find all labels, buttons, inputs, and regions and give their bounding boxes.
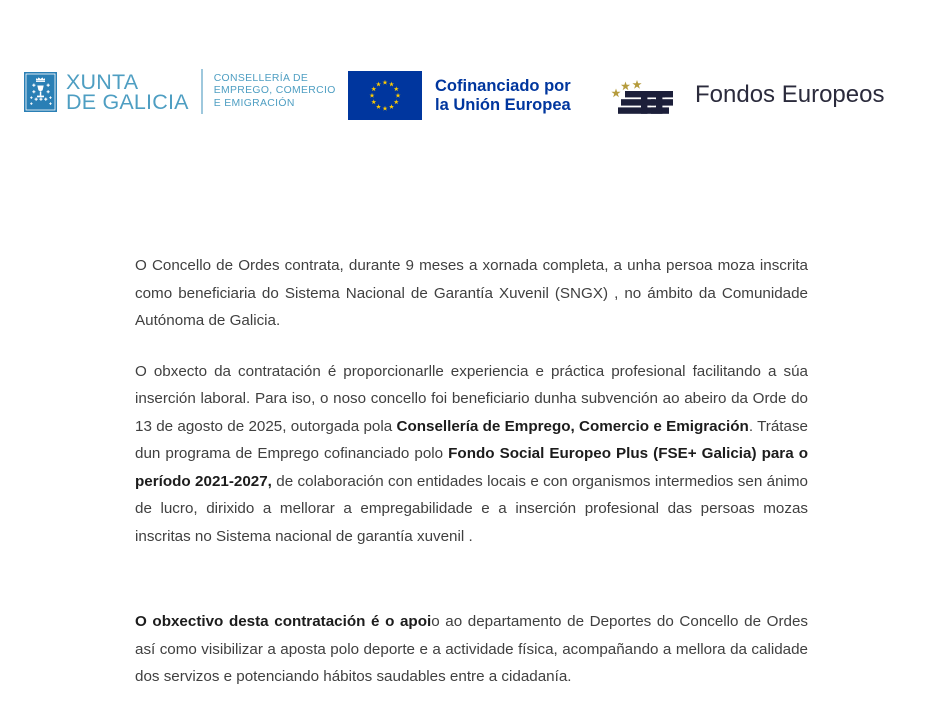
xunta-wordmark-line1: XUNTA [66,69,139,94]
paragraph-3-run-2: o ao departamento de Deportes do Concello de Ordes así como visibilizar a aposta polo deporte e a actividade física, acompañando a mellora da calidade dos servizos e potenciando hábitos saudables entre a cidadanía. [135,613,808,685]
paragraph-3-bold-lead: O obxectivo desta contratación é o apoi [135,613,432,630]
european-union-flag-icon [348,71,422,120]
xunta-wordmark-line2: DE GALICIA [66,89,189,114]
paragraph-2-run-1: O obxecto da contratación é proporcionarlle experiencia e práctica profesional facilitando a súa inserción laboral. Para iso, o noso concello foi beneficiario dunha subvención ao abeiro da Orde do 13 de agosto de 2025, outorgada pola [135,362,808,435]
conselleria-line2: EMPREGO, COMERCIO [213,85,336,97]
paragraph-2 [135,358,808,551]
fondos-europeos-bars-icon [607,67,687,122]
paragraph-3 [135,608,808,691]
xunta-de-galicia-logo [24,69,336,114]
paragraph-2-bold-conselleria: Consellería de Emprego, Comercio e Emigración [396,417,749,435]
eu-text-line2: la Unión Europea [435,95,571,114]
paragraph-2-run-3: . Trátase dun programa de Emprego cofinanciado polo [135,417,808,462]
conselleria-line1: CONSELLERÍA DE [213,72,309,84]
fondos-europeos-text: Fondos Europeos [695,80,885,108]
paragraph-2-bold-fse: Fondo Social Europeo Plus (FSE+ Galicia) para o período 2021-2027, [135,445,808,490]
fondos-europeos-logo [607,67,884,122]
eu-cofinancing-text [435,77,571,115]
document-body [135,252,808,691]
logo-header-strip [0,55,940,125]
xunta-wordmark [66,69,189,114]
paragraph-2-run-5: de colaboración con entidades locais e con organismos intermedios sen ánimo de lucro, dirixido a mellorar a empregabilidade e a inserción profesional das persoas mozas inscritas no Sistema nacional de garantía xuvenil . [135,472,809,545]
eu-text-line1: Cofinanciado por [435,76,571,95]
paragraph-1 [135,252,808,335]
conselleria-subtitle [214,73,336,111]
logo-vertical-divider [201,69,203,114]
conselleria-line3: E EMIGRACIÓN [213,97,295,109]
paragraph-1-text: O Concello de Ordes contrata, durante 9 meses a xornada completa, a unha persoa moza inscrita como beneficiaria do Sistema Nacional de Garantía Xuvenil (SNGX) , no ámbito da Comunidade Autónoma de Galicia. [135,257,808,329]
xunta-galicia-coat-of-arms-icon [24,72,57,112]
european-union-cofinancing-logo [348,71,571,120]
